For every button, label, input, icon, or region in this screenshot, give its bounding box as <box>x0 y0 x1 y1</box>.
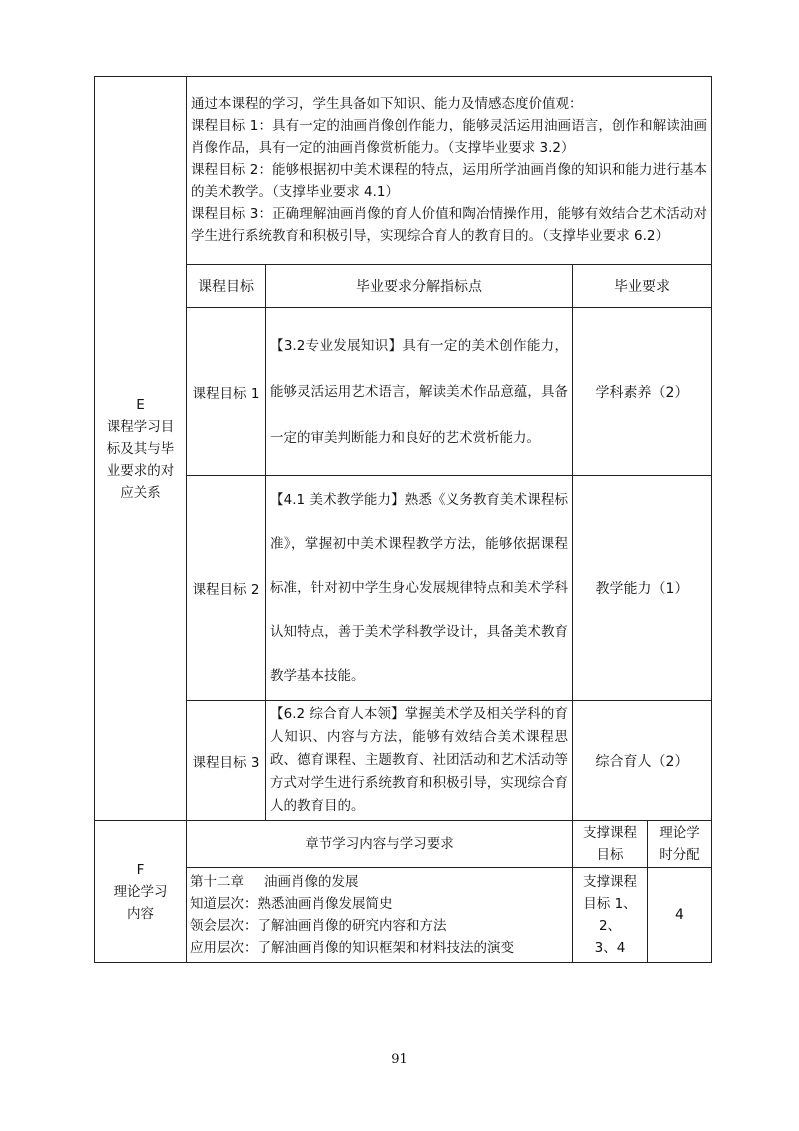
intro-paragraph: 课程目标 3：正确理解油画肖像的育人价值和陶冶情操作用，能够有效结合艺术活动对学生进行系统教育和积极引导，实现综合育人的教育目的。（支撑毕业要求 6.2） <box>191 206 708 244</box>
header-theory-hours <box>648 821 712 868</box>
requirement-text: 学科素养（2） <box>573 308 712 476</box>
section-f-label <box>95 821 187 963</box>
learning-level: 应用层次：了解油画肖像的知识框架和材料技法的演变 <box>190 940 514 956</box>
header-graduation-requirement: 毕业要求 <box>573 265 712 308</box>
intro-paragraph: 通过本课程的学习，学生具备如下知识、能力及情感态度价值观： <box>191 96 583 112</box>
mapping-row <box>95 701 712 821</box>
chapter-number: 第十二章 <box>190 874 244 890</box>
section-e-title-line: 课程学习目 <box>106 418 175 435</box>
learning-level: 知道层次：熟悉油画肖像发展简史 <box>190 896 393 912</box>
section-f-title-line: 理论学习 <box>113 883 168 900</box>
mapping-header-row <box>95 265 712 308</box>
section-f-header-row <box>95 821 712 868</box>
header-course-goal: 课程目标 <box>187 265 266 308</box>
section-e-label <box>95 77 187 821</box>
header-support-line: 目标 <box>596 847 624 863</box>
header-hours-line: 理论学 <box>659 825 700 841</box>
header-support-goal <box>573 821 648 868</box>
requirement-text: 教学能力（1） <box>573 476 712 701</box>
intro-paragraph: 课程目标 2：能够根据初中美术课程的特点，运用所学油画肖像的知识和能力进行基本的美术教学。（支撑毕业要求 4.1） <box>191 162 708 200</box>
section-e-title-line: 应关系 <box>120 484 161 501</box>
header-support-line: 支撑课程 <box>583 825 637 841</box>
goal-label: 课程目标 3 <box>187 701 266 821</box>
indicator-text: 【4.1 美术教学能力】熟悉《义务教育美术课程标准》，掌握初中美术课程教学方法，能够依据课程标准，针对初中学生身心发展规律特点和美术学科认知特点，善于美术学科教学设计，具备美术教育教学基本技能。 <box>266 476 573 701</box>
indicator-text: 【3.2专业发展知识】具有一定的美术创作能力，能够灵活运用艺术语言，解读美术作品意蕴，具备一定的审美判断能力和良好的艺术赏析能力。 <box>266 308 573 476</box>
goal-label: 课程目标 2 <box>187 476 266 701</box>
section-e-intro-row <box>95 77 712 265</box>
support-line: 目标 1、2、 <box>583 896 637 934</box>
section-e-title-line: 标及其与毕 <box>106 440 175 457</box>
mapping-row <box>95 476 712 701</box>
chapter-heading <box>190 871 569 893</box>
goal-label: 课程目标 1 <box>187 308 266 476</box>
learning-level: 领会层次：了解油画肖像的研究内容和方法 <box>190 918 447 934</box>
section-e-intro <box>187 77 712 265</box>
requirement-text: 综合育人（2） <box>573 701 712 821</box>
section-f-letter: F <box>136 861 145 878</box>
chapter-content <box>187 868 573 963</box>
header-hours-line: 时分配 <box>659 847 700 863</box>
section-e-letter: E <box>136 396 145 413</box>
indicator-text: 【6.2 综合育人本领】掌握美术学及相关学科的育人知识、内容与方法，能够有效结合美术课程思政、德育课程、主题教育、社团活动和艺术活动等方式对学生进行系统教育和积极引导，实现综合育人的教育目的。 <box>266 701 573 821</box>
mapping-row <box>95 308 712 476</box>
page-number: 91 <box>391 1052 408 1067</box>
course-syllabus-table <box>94 76 712 963</box>
support-line: 3、4 <box>594 940 626 956</box>
header-chapter-content: 章节学习内容与学习要求 <box>187 821 573 868</box>
header-indicator: 毕业要求分解指标点 <box>266 265 573 308</box>
chapter-title: 油画肖像的发展 <box>264 874 359 890</box>
chapter-row <box>95 868 712 963</box>
chapter-support-goals <box>573 868 648 963</box>
intro-paragraph: 课程目标 1：具有一定的油画肖像创作能力，能够灵活运用油画语言，创作和解读油画肖像作品，具有一定的油画肖像赏析能力。（支撑毕业要求 3.2） <box>191 118 708 156</box>
chapter-hours: 4 <box>648 868 712 963</box>
support-line: 支撑课程 <box>583 874 637 890</box>
section-f-title-line: 内容 <box>127 905 154 922</box>
section-e-title-line: 业要求的对 <box>106 462 175 479</box>
